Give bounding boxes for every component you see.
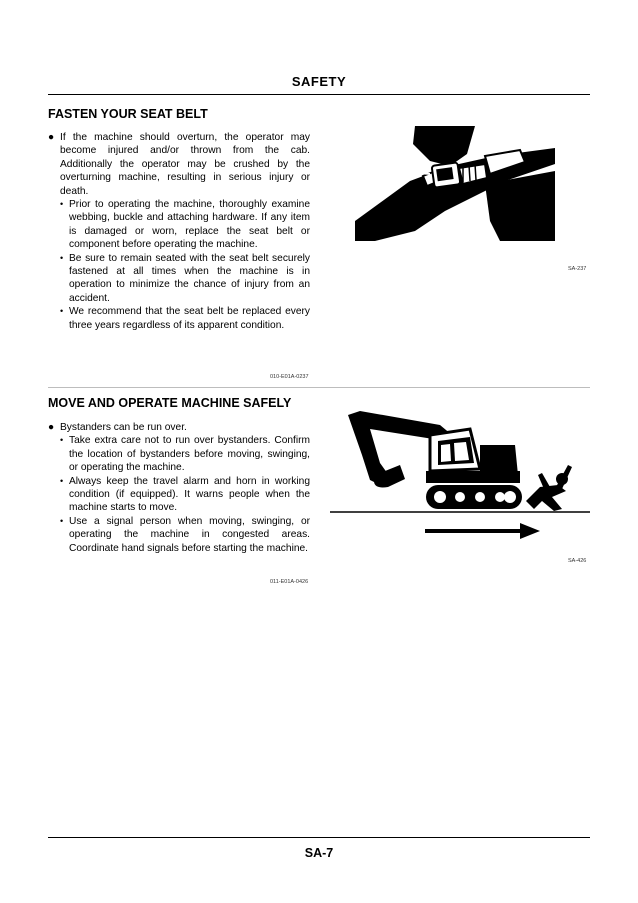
- page-title: SAFETY: [291, 74, 347, 89]
- page-number: SA-7: [304, 846, 334, 860]
- sub-item-text: We recommend that the seat belt be replaced every three years regardless of its apparent condition.: [69, 306, 310, 331]
- sub-item: [60, 515, 310, 555]
- bullet-icon: ●: [48, 132, 55, 143]
- sub-bullet-icon: •: [60, 515, 64, 526]
- bullet-icon: ●: [48, 422, 55, 433]
- sub-item-text: Always keep the travel alarm and horn in working condition (if equipped). It warns people when the machine starts to move.: [69, 475, 310, 514]
- sub-item: [60, 198, 310, 252]
- sub-bullet-icon: •: [60, 435, 64, 446]
- section-title-seat-belt: FASTEN YOUR SEAT BELT: [48, 107, 208, 121]
- section-title-move-operate: MOVE AND OPERATE MACHINE SAFELY: [48, 396, 292, 410]
- sub-item: [60, 475, 310, 515]
- excavator-illustration: [330, 405, 590, 540]
- section-divider: [48, 387, 590, 388]
- sub-item-text: Prior to operating the machine, thoroughly examine webbing, buckle and attaching hardware. If any item is damaged or worn, replace the seat belt or component before operating the machine.: [69, 199, 310, 251]
- sub-bullet-icon: •: [60, 199, 64, 210]
- header-rule: [48, 94, 590, 95]
- bullet-text: Bystanders can be run over.: [60, 422, 187, 433]
- sub-item-text: Take extra care not to run over bystanders. Confirm the location of bystanders before moving, swinging, or operating the machine.: [69, 435, 310, 474]
- seat-belt-illustration: [355, 126, 555, 241]
- document-code: 011-E01A-0426: [270, 579, 309, 585]
- section-body-move-operate: [48, 421, 310, 555]
- sub-bullet-icon: •: [60, 306, 64, 317]
- sub-item: [60, 305, 310, 332]
- sub-item: [60, 434, 310, 474]
- sub-item-text: Use a signal person when moving, swinging, or operating the machine in congested areas. Coordinate hand signals before starting the machine.: [69, 515, 310, 554]
- figure-code: SA-237: [568, 266, 587, 272]
- document-code: 010-E01A-0237: [270, 374, 309, 380]
- bullet-text: If the machine should overturn, the operator may become injured and/or thrown from the cab. Additionally the operator may be crushed by the overturning machine, resulting in serious injury or death.: [60, 132, 310, 197]
- sub-bullet-icon: •: [60, 475, 64, 486]
- figure-code: SA-426: [568, 558, 587, 564]
- sub-item-text: Be sure to remain seated with the seat belt securely fastened at all times when the machine is in operation to minimize the chance of injury from an accident.: [69, 252, 310, 304]
- footer-rule: [48, 837, 590, 838]
- sub-bullet-icon: •: [60, 252, 64, 263]
- bullet-item: [48, 421, 310, 434]
- section-body-seat-belt: [48, 131, 310, 332]
- sub-item: [60, 252, 310, 306]
- bullet-item: [48, 131, 310, 198]
